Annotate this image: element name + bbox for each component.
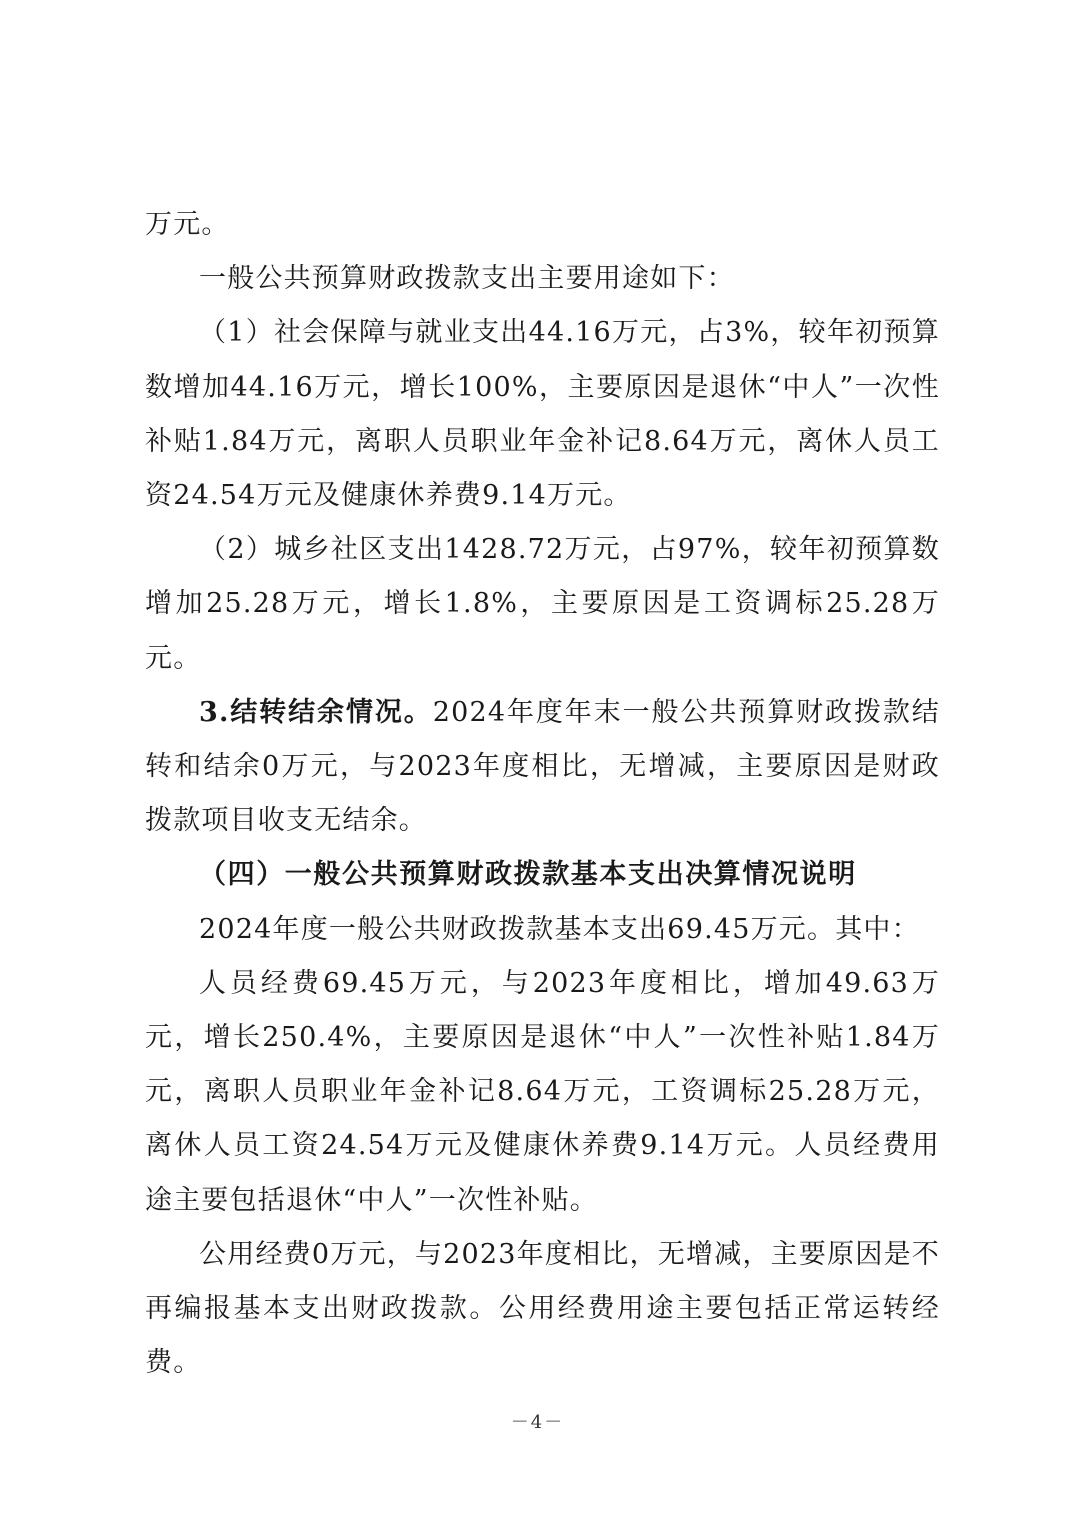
document-body <box>145 198 940 1390</box>
paragraph-carryover-balance <box>145 686 940 849</box>
paragraph-urban-rural-community-expenditure: （2）城乡社区支出1428.72万元，占97%，较年初预算数增加25.28万元，增长1.8%，主要原因是工资调标25.28万元。 <box>145 534 940 674</box>
paragraph-expenditure-uses-intro: 一般公共预算财政拨款支出主要用途如下： <box>199 263 735 295</box>
carryover-lead-label: 3.结转结余情况。 <box>199 696 433 728</box>
page-number: －4－ <box>510 1412 565 1433</box>
paragraph-personnel-expenses: 人员经费69.45万元，与2023年度相比，增加49.63万元，增长250.4%，主要原因是退休“中人”一次性补贴1.84万元，离职人员职业年金补记8.64万元，工资调标25.28万元，离休人员工资24.54万元及健康休养费9.14万元。人员经费用途主要包括退休“中人”一次性补贴。 <box>145 967 940 1216</box>
section-heading-basic-expenditure: （四）一般公共预算财政拨款基本支出决算情况说明 <box>199 859 857 891</box>
paragraph-public-expenses: 公用经费0万元，与2023年度相比，无增减，主要原因是不再编报基本支出财政拨款。公用经费用途主要包括正常运转经费。 <box>145 1238 940 1379</box>
paragraph-social-security-expenditure: （1）社会保障与就业支出44.16万元，占3%，较年初预算数增加44.16万元，增长100%，主要原因是退休“中人”一次性补贴1.84万元，离职人员职业年金补记8.64万元，离休人员工资24.54万元及健康休养费9.14万元。 <box>145 317 940 512</box>
paragraph-basic-expenditure-total: 2024年度一般公共财政拨款基本支出69.45万元。其中： <box>199 913 920 945</box>
paragraph-continuation: 万元。 <box>145 209 230 240</box>
carryover-body-text: 2024年度年末一般公共预算财政拨款结转和结余0万元，与2023年度相比，无增减，主要原因是财政拨款项目收支无结余。 <box>145 696 940 837</box>
